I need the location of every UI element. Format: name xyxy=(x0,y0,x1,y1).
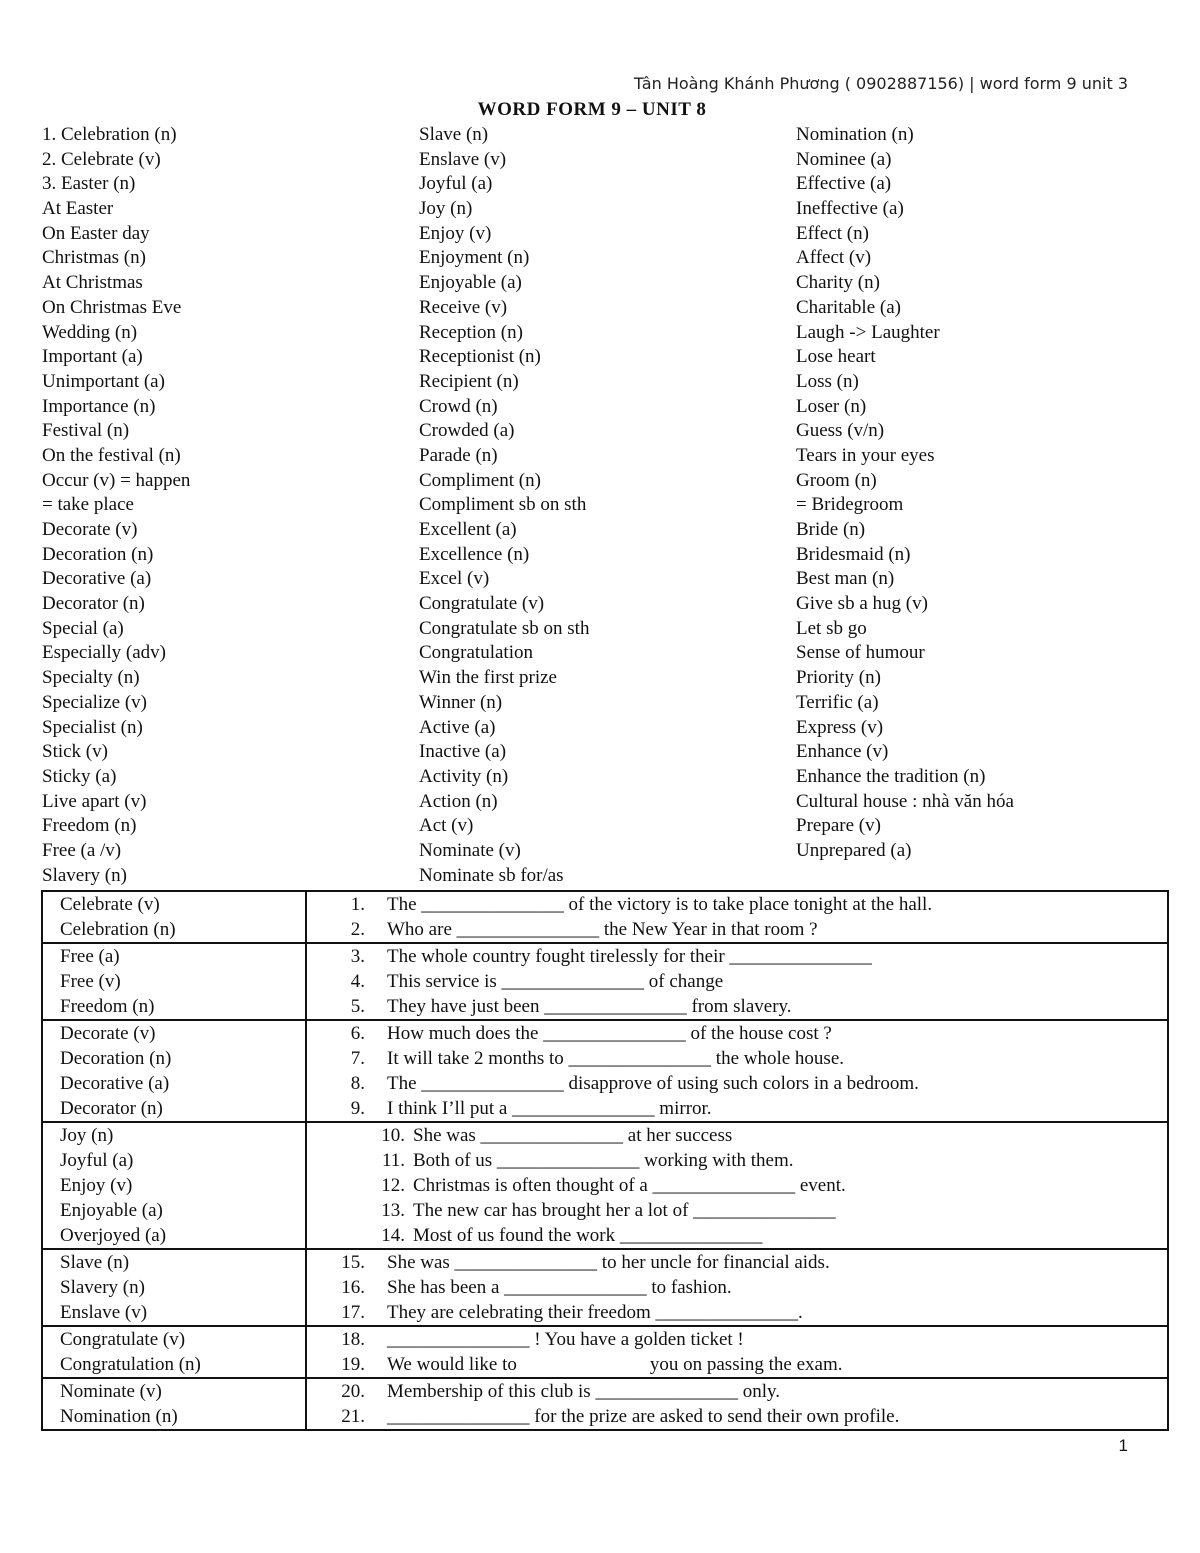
question-number: 4. xyxy=(350,971,365,992)
question-number: 5. xyxy=(350,996,365,1017)
vocab-item: Free (a /v) xyxy=(42,839,122,861)
vocab-item: Charity (n) xyxy=(796,272,880,294)
word-form: Congratulate (v) xyxy=(60,1329,186,1350)
question-row xyxy=(307,1021,1167,1046)
question-text: Membership of this club is _______________ only. xyxy=(387,1381,780,1402)
question-text: How much does the _______________ of the house cost ? xyxy=(387,1023,832,1044)
vocab-item: = take place xyxy=(42,494,134,516)
vocab-item: Receive (v) xyxy=(419,296,508,318)
vocab-item: Live apart (v) xyxy=(42,790,147,812)
question-number: 17. xyxy=(341,1302,365,1323)
vocab-item: Best man (n) xyxy=(796,568,895,590)
vocab-item: Decorative (a) xyxy=(42,568,152,590)
vocab-item: Loser (n) xyxy=(796,395,867,417)
vocab-item: Occur (v) = happen xyxy=(42,469,191,491)
vocab-item: Freedom (n) xyxy=(42,815,137,837)
vocab-item: On Easter day xyxy=(42,222,150,244)
vocab-item: Terrific (a) xyxy=(796,691,879,713)
word-form: Congratulation (n) xyxy=(60,1354,201,1375)
exercise-group xyxy=(42,1122,1168,1249)
questions-cell xyxy=(306,1326,1168,1378)
question-number: 2. xyxy=(350,919,365,940)
question-text: She has been a _______________ to fashion. xyxy=(387,1277,732,1298)
question-number: 8. xyxy=(350,1073,365,1094)
word-family-cell xyxy=(42,1020,306,1122)
questions-cell xyxy=(306,1122,1168,1249)
vocab-item: Enhance (v) xyxy=(796,741,889,763)
vocab-item: = Bridegroom xyxy=(796,494,904,516)
question-row xyxy=(307,1148,1167,1173)
vocab-item: Excellence (n) xyxy=(419,543,530,565)
question-number: 12. xyxy=(381,1175,405,1196)
question-text: _______________ ! You have a golden ticket ! xyxy=(387,1329,744,1350)
vocabulary-list xyxy=(42,123,1176,888)
page-header: Tân Hoàng Khánh Phương ( 0902887156) | word form 9 unit 3 xyxy=(633,74,1128,93)
vocab-item: Slavery (n) xyxy=(42,864,127,886)
questions-cell xyxy=(306,891,1168,943)
vocab-item: Christmas (n) xyxy=(42,247,146,269)
question-number: 19. xyxy=(341,1354,365,1375)
vocab-item: Laugh -> Laughter xyxy=(796,321,940,343)
vocab-item: Sticky (a) xyxy=(42,765,117,787)
question-row xyxy=(307,1327,1167,1352)
vocab-item: Let sb go xyxy=(796,617,867,639)
question-number: 7. xyxy=(350,1048,365,1069)
vocab-item: Loss (n) xyxy=(796,370,859,392)
vocab-item: Reception (n) xyxy=(419,321,523,343)
word-form: Freedom (n) xyxy=(60,996,155,1017)
question-text: I think I’ll put a _______________ mirror. xyxy=(387,1098,712,1119)
question-text: The _______________ of the victory is to take place tonight at the hall. xyxy=(387,894,933,915)
question-row xyxy=(307,1198,1167,1223)
vocab-item: At Christmas xyxy=(42,272,143,294)
vocab-item: Receptionist (n) xyxy=(419,346,541,368)
vocab-item: Congratulate (v) xyxy=(419,593,545,615)
vocab-item: Congratulate sb on sth xyxy=(419,617,590,639)
question-row xyxy=(307,1404,1167,1429)
vocab-item: Affect (v) xyxy=(796,247,872,269)
vocab-column-1 xyxy=(42,123,419,888)
question-text: Who are _______________ the New Year in that room ? xyxy=(387,919,818,940)
vocab-item: Nomination (n) xyxy=(796,124,914,145)
vocab-item: Activity (n) xyxy=(419,765,509,787)
question-row xyxy=(307,994,1167,1019)
question-row xyxy=(307,1123,1167,1148)
vocab-item: Nominate sb for/as xyxy=(419,864,564,886)
vocab-item: Sense of humour xyxy=(796,642,925,664)
question-text: They have just been _______________ from slavery. xyxy=(387,996,792,1017)
word-form: Celebration (n) xyxy=(60,919,176,940)
question-number: 9. xyxy=(350,1098,365,1119)
vocab-item: Crowded (a) xyxy=(419,420,515,442)
vocab-item: Priority (n) xyxy=(796,667,881,689)
vocab-item: Unimportant (a) xyxy=(42,370,165,392)
question-row xyxy=(307,1300,1167,1325)
exercise-group xyxy=(42,1378,1168,1430)
question-text: The _______________ disapprove of using such colors in a bedroom. xyxy=(387,1073,919,1094)
vocab-item: 1. Celebration (n) xyxy=(42,124,177,145)
question-row xyxy=(307,892,1167,917)
vocab-item: Effective (a) xyxy=(796,173,892,195)
question-text: She was _______________ at her success xyxy=(413,1125,733,1146)
questions-cell xyxy=(306,943,1168,1020)
question-row xyxy=(307,1173,1167,1198)
vocab-item: Importance (n) xyxy=(42,395,156,417)
vocab-item: Excellent (a) xyxy=(419,519,517,540)
question-row xyxy=(307,1352,1167,1377)
vocab-item: Ineffective (a) xyxy=(796,198,904,220)
vocab-item: Excel (v) xyxy=(419,568,490,590)
vocab-item: Tears in your eyes xyxy=(796,444,935,466)
question-text: We would like to you on passing the exam. xyxy=(387,1354,843,1375)
vocab-item: Stick (v) xyxy=(42,741,108,763)
vocab-item: Enjoyment (n) xyxy=(419,247,530,269)
vocab-item: Congratulation xyxy=(419,642,533,664)
question-text: The whole country fought tirelessly for their _______________ xyxy=(387,946,872,967)
word-form: Slave (n) xyxy=(60,1252,130,1273)
questions-cell xyxy=(306,1378,1168,1430)
word-form: Decorator (n) xyxy=(60,1098,163,1119)
vocab-item: Give sb a hug (v) xyxy=(796,593,928,615)
question-row xyxy=(307,1071,1167,1096)
vocab-item: 2. Celebrate (v) xyxy=(42,148,161,170)
vocab-item: Decoration (n) xyxy=(42,543,154,565)
vocab-item: Special (a) xyxy=(42,617,124,639)
question-row xyxy=(307,917,1167,942)
vocab-item: Inactive (a) xyxy=(419,741,507,763)
vocab-item: Specialist (n) xyxy=(42,716,143,738)
question-text: _______________ for the prize are asked to send their own profile. xyxy=(387,1406,900,1427)
vocab-item: Enslave (v) xyxy=(419,148,507,170)
vocab-item: Lose heart xyxy=(796,346,876,368)
word-family-cell xyxy=(42,1326,306,1378)
word-form: Overjoyed (a) xyxy=(60,1225,167,1246)
question-number: 3. xyxy=(350,946,365,967)
question-text: It will take 2 months to _______________ the whole house. xyxy=(387,1048,845,1069)
word-family-cell xyxy=(42,891,306,943)
exercise-group xyxy=(42,1249,1168,1326)
vocab-item: Bride (n) xyxy=(796,519,866,540)
vocab-item: Unprepared (a) xyxy=(796,839,912,861)
vocab-item: On the festival (n) xyxy=(42,444,181,466)
vocab-item: Prepare (v) xyxy=(796,815,881,837)
question-text: She was _______________ to her uncle for financial aids. xyxy=(387,1252,830,1273)
question-text: Most of us found the work _______________ xyxy=(413,1225,763,1246)
exercise-group xyxy=(42,1326,1168,1378)
vocab-item: Slave (n) xyxy=(419,124,489,145)
vocab-item: Express (v) xyxy=(796,716,884,738)
question-row xyxy=(307,944,1167,969)
question-row xyxy=(307,1223,1167,1248)
question-text: This service is _______________ of change xyxy=(387,971,724,992)
vocab-item: Win the first prize xyxy=(419,667,557,689)
vocab-item: Guess (v/n) xyxy=(796,420,885,442)
question-row xyxy=(307,969,1167,994)
question-number: 6. xyxy=(350,1023,365,1044)
question-text: They are celebrating their freedom _______________. xyxy=(387,1302,803,1323)
question-number: 21. xyxy=(341,1406,365,1427)
vocab-item: At Easter xyxy=(42,198,114,220)
word-form: Nominate (v) xyxy=(60,1381,162,1402)
vocab-item: On Christmas Eve xyxy=(42,296,182,318)
question-row xyxy=(307,1275,1167,1300)
question-number: 18. xyxy=(341,1329,365,1350)
vocab-item: Joy (n) xyxy=(419,198,473,220)
vocab-item: Specialize (v) xyxy=(42,691,147,713)
question-number: 16. xyxy=(341,1277,365,1298)
word-form: Enslave (v) xyxy=(60,1302,148,1323)
vocab-item: Nominate (v) xyxy=(419,839,521,861)
vocab-item: Specialty (n) xyxy=(42,667,140,689)
vocab-item: Bridesmaid (n) xyxy=(796,543,911,565)
word-family-cell xyxy=(42,943,306,1020)
vocab-item: Especially (adv) xyxy=(42,642,166,664)
question-number: 14. xyxy=(381,1225,405,1246)
word-form: Joy (n) xyxy=(60,1125,114,1146)
word-form: Joyful (a) xyxy=(60,1150,134,1171)
questions-cell xyxy=(306,1249,1168,1326)
vocab-item: Crowd (n) xyxy=(419,395,498,417)
question-text: Both of us _______________ working with them. xyxy=(413,1150,794,1171)
vocab-item: Action (n) xyxy=(419,790,498,812)
vocab-item: Compliment (n) xyxy=(419,469,541,491)
question-number: 1. xyxy=(350,894,365,915)
vocab-item: Important (a) xyxy=(42,346,143,368)
vocab-item: Effect (n) xyxy=(796,222,869,244)
question-row xyxy=(307,1046,1167,1071)
vocab-item: Recipient (n) xyxy=(419,370,519,392)
exercise-table xyxy=(41,890,1169,1431)
question-number: 10. xyxy=(381,1125,405,1146)
question-text: The new car has brought her a lot of _______________ xyxy=(413,1200,836,1221)
word-form: Nomination (n) xyxy=(60,1406,178,1427)
questions-cell xyxy=(306,1020,1168,1122)
question-number: 15. xyxy=(341,1252,365,1273)
page-number: 1 xyxy=(1118,1436,1128,1455)
question-number: 13. xyxy=(381,1200,405,1221)
vocab-item: Enjoyable (a) xyxy=(419,272,522,294)
vocab-item: Cultural house : nhà văn hóa xyxy=(796,790,1014,812)
vocab-item: Decorate (v) xyxy=(42,519,138,540)
vocab-item: Groom (n) xyxy=(796,469,877,491)
vocab-item: Decorator (n) xyxy=(42,593,145,615)
word-form: Celebrate (v) xyxy=(60,894,160,915)
vocab-item: Parade (n) xyxy=(419,444,498,466)
question-number: 20. xyxy=(341,1381,365,1402)
exercise-group xyxy=(42,943,1168,1020)
page-title: WORD FORM 9 – UNIT 8 xyxy=(477,99,707,120)
exercise-group xyxy=(42,891,1168,943)
vocab-item: Enjoy (v) xyxy=(419,222,492,244)
vocab-item: Joyful (a) xyxy=(419,173,493,195)
word-form: Decorate (v) xyxy=(60,1023,156,1044)
vocab-item: Nominee (a) xyxy=(796,148,892,170)
vocab-item: Active (a) xyxy=(419,716,496,738)
word-form: Slavery (n) xyxy=(60,1277,145,1298)
word-form: Enjoy (v) xyxy=(60,1175,133,1196)
vocab-item: Act (v) xyxy=(419,815,474,837)
vocab-column-3 xyxy=(796,123,1176,888)
vocab-item: 3. Easter (n) xyxy=(42,173,136,195)
word-form: Decorative (a) xyxy=(60,1073,170,1094)
vocab-item: Festival (n) xyxy=(42,420,130,442)
word-form: Free (v) xyxy=(60,971,121,992)
vocab-column-2 xyxy=(419,123,796,888)
question-number: 11. xyxy=(381,1150,405,1171)
question-row xyxy=(307,1379,1167,1404)
question-row xyxy=(307,1250,1167,1275)
vocab-item: Charitable (a) xyxy=(796,296,901,318)
word-form: Decoration (n) xyxy=(60,1048,172,1069)
vocab-item: Wedding (n) xyxy=(42,321,138,343)
question-row xyxy=(307,1096,1167,1121)
word-form: Enjoyable (a) xyxy=(60,1200,163,1221)
word-family-cell xyxy=(42,1249,306,1326)
vocab-item: Enhance the tradition (n) xyxy=(796,765,986,787)
question-text: Christmas is often thought of a _______________ event. xyxy=(413,1175,846,1196)
word-family-cell xyxy=(42,1378,306,1430)
vocab-item: Winner (n) xyxy=(419,691,503,713)
exercise-group xyxy=(42,1020,1168,1122)
word-form: Free (a) xyxy=(60,946,120,967)
word-family-cell xyxy=(42,1122,306,1249)
vocab-item: Compliment sb on sth xyxy=(419,494,587,516)
